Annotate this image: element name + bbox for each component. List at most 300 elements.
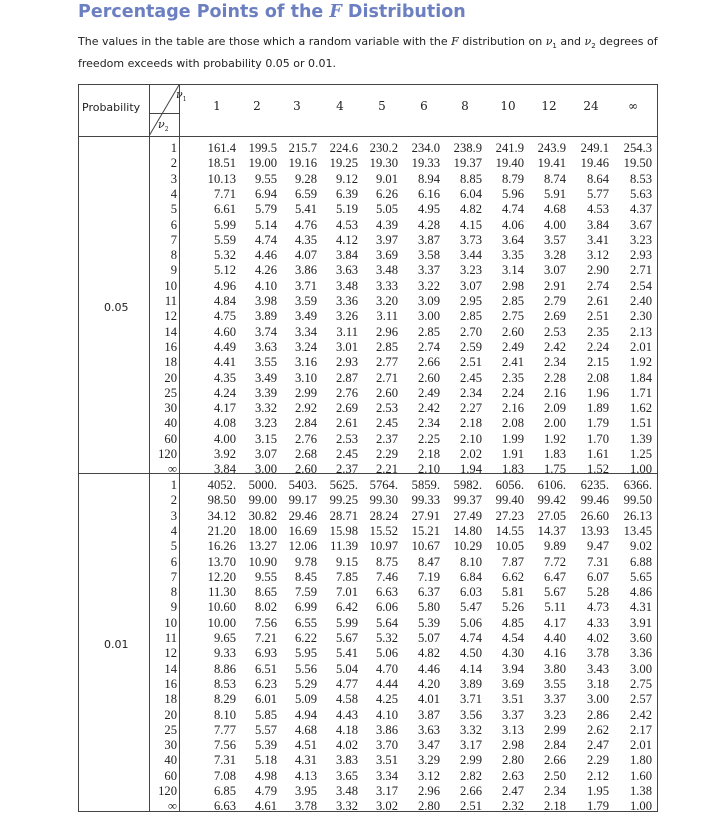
df2-value: 25 <box>164 722 177 737</box>
column-header-9: 12 <box>541 99 557 113</box>
table-cell: 3.17 <box>375 784 398 798</box>
table-cell: 3.44 <box>459 248 482 263</box>
table-cell: 3.32 <box>254 401 277 416</box>
table-cell: 5.18 <box>254 753 277 768</box>
table-cell: 4.26 <box>254 263 277 278</box>
table-cell: 99.42 <box>537 493 566 508</box>
table-cell: 8.10 <box>459 554 482 569</box>
df2-value: 5 <box>170 202 177 217</box>
description-variable: F <box>451 35 459 48</box>
table-cell: 7.59 <box>294 585 317 600</box>
table-cell: 3.35 <box>501 248 524 263</box>
column-header-4: 4 <box>336 99 344 113</box>
nu2-header <box>158 118 169 133</box>
table-cell: 3.49 <box>294 309 317 324</box>
table-cell: 2.61 <box>586 294 609 308</box>
table-cell: 2.18 <box>417 447 440 461</box>
table-cell: 2.93 <box>629 248 652 263</box>
table-cell: 3.22 <box>417 278 440 293</box>
table-cell: 2.35 <box>586 324 609 339</box>
table-cell: 2.60 <box>375 385 398 400</box>
table-cell: 19.30 <box>369 156 398 171</box>
table-cell: 8.94 <box>417 171 440 186</box>
df2-value: 3 <box>170 171 177 186</box>
table-cell: 2.99 <box>459 753 482 768</box>
table-cell: 5764. <box>369 478 398 492</box>
table-cell: 3.58 <box>417 248 440 263</box>
table-cell: 3.16 <box>294 355 317 370</box>
table-cell: 3.00 <box>254 462 277 477</box>
table-cell: 3.00 <box>586 692 609 707</box>
table-cell: 5.04 <box>335 661 358 676</box>
table-cell: 2.77 <box>375 355 398 370</box>
df2-value: 120 <box>158 447 177 461</box>
table-cell: 8.75 <box>375 554 398 569</box>
table-cell: 1.38 <box>629 784 652 798</box>
table-cell: 7.87 <box>501 554 524 569</box>
table-cell: 99.17 <box>288 493 317 508</box>
table-cell: 2.16 <box>543 385 566 400</box>
table-cell: 4.82 <box>417 646 440 661</box>
table-cell: 3.59 <box>294 294 317 308</box>
nu1-symbol: ν <box>176 88 183 101</box>
table-cell: 3.78 <box>294 799 317 814</box>
df2-value: 11 <box>164 631 177 645</box>
table-cell: 29.46 <box>288 508 317 523</box>
table-cell: 2.54 <box>629 278 652 293</box>
table-cell: 249.1 <box>580 141 609 155</box>
table-cell: 99.50 <box>623 493 652 508</box>
table-cell: 4.17 <box>213 401 236 416</box>
table-cell: 2.63 <box>501 768 524 783</box>
table-cell: 2.35 <box>501 370 524 385</box>
table-cell: 6.94 <box>254 186 277 201</box>
table-cell: 230.2 <box>369 141 398 155</box>
table-cell: 2.09 <box>543 401 566 416</box>
table-cell: 3.33 <box>375 278 398 293</box>
table-cell: 2.47 <box>501 784 524 798</box>
table-cell: 1.94 <box>459 462 482 477</box>
table-cell: 241.9 <box>495 141 524 155</box>
table-cell: 6.55 <box>294 615 317 630</box>
table-cell: 5.99 <box>335 615 358 630</box>
table-cell: 19.46 <box>580 156 609 171</box>
table-cell: 4.02 <box>586 631 609 645</box>
table-cell: 3.00 <box>629 661 652 676</box>
table-cell: 2.42 <box>629 707 652 722</box>
df2-value: 18 <box>164 355 177 370</box>
df2-value: 18 <box>164 692 177 707</box>
table-cell: 5.65 <box>629 569 652 584</box>
table-cell: 2.34 <box>417 416 440 431</box>
table-cell: 2.98 <box>501 738 524 753</box>
table-cell: 4.74 <box>459 631 482 645</box>
table-cell: 2.45 <box>375 416 398 431</box>
table-cell: 2.91 <box>543 278 566 293</box>
table-cell: 3.47 <box>417 738 440 753</box>
table-cell: 1.79 <box>586 799 609 814</box>
table-cell: 4.31 <box>629 600 652 615</box>
table-cell: 4.39 <box>375 217 398 232</box>
table-cell: 2.85 <box>417 324 440 339</box>
nu1-subscript: 1 <box>182 96 187 104</box>
table-cell: 5.06 <box>459 615 482 630</box>
table-cell: 4.44 <box>375 676 398 691</box>
table-cell: 9.28 <box>294 171 317 186</box>
table-cell: 2.79 <box>543 294 566 308</box>
description-text: The values in the table are those which a random variable with the <box>78 35 452 48</box>
table-cell: 5.26 <box>501 600 524 615</box>
table-cell: 2.93 <box>335 355 358 370</box>
table-cell: 234.0 <box>411 141 440 155</box>
table-cell: 3.26 <box>335 309 358 324</box>
table-cell: 3.28 <box>543 248 566 263</box>
table-cell: 5.41 <box>335 646 358 661</box>
table-cell: 3.63 <box>417 722 440 737</box>
table-cell: 4.40 <box>543 631 566 645</box>
table-cell: 3.07 <box>459 278 482 293</box>
table-cell: 13.27 <box>248 539 277 554</box>
table-cell: 7.21 <box>254 631 277 645</box>
table-cell: 6.61 <box>213 202 236 217</box>
table-cell: 4.79 <box>254 784 277 798</box>
table-cell: 13.45 <box>623 523 652 538</box>
table-cell: 5.05 <box>375 202 398 217</box>
df2-value: ∞ <box>168 462 177 477</box>
table-cell: 2.90 <box>586 263 609 278</box>
table-cell: 2.82 <box>459 768 482 783</box>
table-cell: 1.60 <box>629 768 652 783</box>
table-cell: 2.24 <box>501 385 524 400</box>
table-cell: 238.9 <box>453 141 482 155</box>
table-cell: 2.84 <box>294 416 317 431</box>
table-cell: 4.15 <box>459 217 482 232</box>
table-cell: 5.57 <box>254 722 277 737</box>
table-cell: 5.11 <box>544 600 566 615</box>
table-cell: 2.75 <box>629 676 652 691</box>
table-cell: 5.32 <box>213 248 236 263</box>
table-cell: 254.3 <box>623 141 652 155</box>
table-cell: 2.85 <box>501 294 524 308</box>
table-cell: 6.23 <box>254 676 277 691</box>
table-cell: 3.71 <box>294 278 317 293</box>
table-cell: 3.32 <box>459 722 482 737</box>
table-cell: 2.01 <box>629 738 652 753</box>
table-cell: 4.02 <box>335 738 358 753</box>
table-cell: 5.85 <box>254 707 277 722</box>
table-cell: 15.52 <box>369 523 398 538</box>
table-cell: 2.25 <box>417 431 440 446</box>
table-cell: 99.30 <box>369 493 398 508</box>
table-cell: 4.18 <box>335 722 358 737</box>
table-cell: 3.89 <box>254 309 277 324</box>
table-cell: 243.9 <box>537 141 566 155</box>
table-cell: 3.69 <box>501 676 524 691</box>
table-cell: 2.29 <box>586 753 609 768</box>
df2-value: 3 <box>170 508 177 523</box>
table-cell: 2.53 <box>543 324 566 339</box>
df2-value: 6 <box>170 217 177 232</box>
table-cell: 6.42 <box>335 600 358 615</box>
df2-value: 10 <box>164 615 177 630</box>
table-cell: 7.56 <box>213 738 236 753</box>
table-cell: 3.55 <box>254 355 277 370</box>
table-cell: 5.80 <box>417 600 440 615</box>
table-cell: 1.75 <box>543 462 566 477</box>
table-cell: 5859. <box>411 478 440 492</box>
table-cell: 2.30 <box>629 309 652 324</box>
table-cell: 3.84 <box>335 248 358 263</box>
table-cell: 9.02 <box>629 539 652 554</box>
df2-value: 10 <box>164 278 177 293</box>
table-cell: 3.01 <box>335 339 358 354</box>
table-cell: 5.63 <box>629 186 652 201</box>
table-cell: 6.99 <box>294 600 317 615</box>
table-cell: 3.56 <box>459 707 482 722</box>
table-cell: 4.01 <box>417 692 440 707</box>
table-cell: 2.16 <box>501 401 524 416</box>
table-cell: 9.55 <box>254 171 277 186</box>
table-cell: 3.83 <box>335 753 358 768</box>
table-cell: 6235. <box>580 478 609 492</box>
table-cell: 5.14 <box>254 217 277 232</box>
table-cell: 6.07 <box>586 569 609 584</box>
table-cell: 2.51 <box>459 799 482 814</box>
table-cell: 2.68 <box>294 447 317 461</box>
table-cell: 3.09 <box>417 294 440 308</box>
table-cell: 5000. <box>248 478 277 492</box>
table-cell: 4.14 <box>459 661 482 676</box>
table-cell: 10.90 <box>248 554 277 569</box>
table-cell: 2.98 <box>501 278 524 293</box>
table-cell: 3.36 <box>335 294 358 308</box>
table-cell: 6.85 <box>213 784 236 798</box>
table-cell: 4.06 <box>501 217 524 232</box>
table-cell: 8.53 <box>629 171 652 186</box>
table-cell: 6.39 <box>335 186 358 201</box>
table-cell: 3.23 <box>254 416 277 431</box>
table-cell: 3.39 <box>254 385 277 400</box>
probability-label: 0.01 <box>104 638 129 652</box>
table-cell: 7.71 <box>213 186 236 201</box>
table-cell: 2.92 <box>294 401 317 416</box>
description-nu2-sub: 2 <box>591 42 596 51</box>
table-cell: 3.98 <box>254 294 277 308</box>
column-header-7: 8 <box>461 99 469 113</box>
table-cell: 3.10 <box>294 370 317 385</box>
table-cell: 26.13 <box>623 508 652 523</box>
table-cell: 4.49 <box>213 339 236 354</box>
table-cell: 9.15 <box>335 554 358 569</box>
table-cell: 1.80 <box>629 753 652 768</box>
table-cell: 3.20 <box>375 294 398 308</box>
df2-value: 16 <box>164 676 177 691</box>
table-cell: 2.76 <box>294 431 317 446</box>
table-cell: 19.50 <box>623 156 652 171</box>
table-cell: 5.59 <box>213 232 236 247</box>
table-cell: 3.51 <box>501 692 524 707</box>
table-cell: 4.73 <box>586 600 609 615</box>
table-cell: 10.05 <box>495 539 524 554</box>
table-cell: 4.76 <box>294 217 317 232</box>
table-cell: 5403. <box>288 478 317 492</box>
table-cell: 6.26 <box>375 186 398 201</box>
table-cell: 19.25 <box>329 156 358 171</box>
df2-value: 16 <box>164 339 177 354</box>
table-cell: 6.47 <box>543 569 566 584</box>
table-cell: 2.80 <box>417 799 440 814</box>
table-cell: 99.46 <box>580 493 609 508</box>
table-cell: 28.71 <box>329 508 358 523</box>
table-cell: 3.34 <box>375 768 398 783</box>
table-cell: 3.91 <box>629 615 652 630</box>
table-cell: 2.96 <box>417 784 440 798</box>
table-cell: 3.94 <box>501 661 524 676</box>
table-cell: 5.95 <box>294 646 317 661</box>
table-cell: 26.60 <box>580 508 609 523</box>
table-cell: 5.67 <box>335 631 358 645</box>
table-cell: 27.49 <box>453 508 482 523</box>
table-cell: 4.51 <box>294 738 317 753</box>
table-cell: 2.24 <box>586 339 609 354</box>
table-cell: 2.62 <box>586 722 609 737</box>
table-cell: 99.25 <box>329 493 358 508</box>
table-cell: 5.07 <box>417 631 440 645</box>
table-cell: 2.10 <box>417 462 440 477</box>
table-cell: 19.33 <box>411 156 440 171</box>
table-cell: 2.80 <box>501 753 524 768</box>
table-cell: 2.85 <box>459 309 482 324</box>
table-cell: 8.10 <box>213 707 236 722</box>
table-cell: 4.84 <box>213 294 236 308</box>
table-cell: 28.24 <box>369 508 398 523</box>
df2-value: 1 <box>170 141 177 155</box>
table-cell: 4.46 <box>417 661 440 676</box>
table-cell: 21.20 <box>207 523 236 538</box>
table-cell: 4.13 <box>294 768 317 783</box>
table-cell: 2.51 <box>586 309 609 324</box>
table-cell: 1.84 <box>629 370 652 385</box>
df2-value: 6 <box>170 554 177 569</box>
table-cell: 3.11 <box>336 324 358 339</box>
table-cell: 7.72 <box>543 554 566 569</box>
table-cell: 27.23 <box>495 508 524 523</box>
table-cell: 5.39 <box>417 615 440 630</box>
table-cell: 3.78 <box>586 646 609 661</box>
table-cell: 9.55 <box>254 569 277 584</box>
table-cell: 4.68 <box>543 202 566 217</box>
table-cell: 4.10 <box>375 707 398 722</box>
table-cell: 4.53 <box>586 202 609 217</box>
table-cell: 8.64 <box>586 171 609 186</box>
table-cell: 4052. <box>207 478 236 492</box>
table-cell: 7.46 <box>375 569 398 584</box>
table-cell: 4.53 <box>335 217 358 232</box>
table-cell: 7.01 <box>335 585 358 600</box>
table-cell: 12.20 <box>207 569 236 584</box>
table-cell: 3.15 <box>254 431 277 446</box>
table-cell: 4.86 <box>629 585 652 600</box>
df2-value: 12 <box>164 646 177 661</box>
table-cell: 2.76 <box>335 385 358 400</box>
table-cell: 6.03 <box>459 585 482 600</box>
table-cell: 5.06 <box>375 646 398 661</box>
table-cell: 3.29 <box>417 753 440 768</box>
column-header-10: 24 <box>583 99 599 113</box>
table-cell: 5.91 <box>543 186 566 201</box>
table-cell: 1.92 <box>543 431 566 446</box>
table-cell: 8.02 <box>254 600 277 615</box>
table-cell: 4.08 <box>213 416 236 431</box>
table-cell: 1.79 <box>586 416 609 431</box>
table-cell: 16.69 <box>288 523 317 538</box>
table-cell: 5.29 <box>294 676 317 691</box>
table-cell: 3.17 <box>459 738 482 753</box>
table-cell: 5.79 <box>254 202 277 217</box>
table-cell: 2.28 <box>543 370 566 385</box>
table-cell: 9.33 <box>213 646 236 661</box>
table-cell: 3.57 <box>543 232 566 247</box>
table-cell: 2.12 <box>586 768 609 783</box>
table-cell: 2.60 <box>294 462 317 477</box>
table-cell: 1.71 <box>629 385 652 400</box>
column-header-2: 2 <box>253 99 261 113</box>
table-cell: 15.98 <box>329 523 358 538</box>
df2-value: 8 <box>170 248 177 263</box>
table-cell: 2.29 <box>375 447 398 461</box>
table-cell: 2.66 <box>417 355 440 370</box>
table-cell: 4.77 <box>335 676 358 691</box>
column-header-3: 3 <box>293 99 301 113</box>
table-cell: 4.85 <box>501 615 524 630</box>
table-cell: 1.83 <box>543 447 566 461</box>
table-cell: 5.96 <box>501 186 524 201</box>
table-cell: 3.13 <box>501 722 524 737</box>
table-cell: 1.83 <box>501 462 524 477</box>
table-cell: 3.32 <box>335 799 358 814</box>
table-cell: 3.63 <box>335 263 358 278</box>
table-cell: 3.37 <box>417 263 440 278</box>
df2-value: 14 <box>164 324 177 339</box>
table-cell: 10.13 <box>207 171 236 186</box>
table-cell: 2.00 <box>543 416 566 431</box>
table-cell: 4.68 <box>294 722 317 737</box>
table-cell: 3.89 <box>459 676 482 691</box>
table-cell: 3.37 <box>501 707 524 722</box>
header-divider <box>78 136 658 137</box>
table-cell: 1.99 <box>501 431 524 446</box>
table-cell: 3.24 <box>294 339 317 354</box>
table-cell: 6.22 <box>294 631 317 645</box>
table-cell: 3.34 <box>294 324 317 339</box>
description-text: distribution on <box>458 35 546 48</box>
table-cell: 7.85 <box>335 569 358 584</box>
table-cell: 99.40 <box>495 493 524 508</box>
table-cell: 8.74 <box>543 171 566 186</box>
title-text: Percentage Points of the <box>78 2 330 22</box>
table-cell: 4.00 <box>543 217 566 232</box>
table-cell: 2.37 <box>335 462 358 477</box>
table-cell: 2.34 <box>459 385 482 400</box>
df2-value: 11 <box>164 294 177 308</box>
table-cell: 99.00 <box>248 493 277 508</box>
table-cell: 2.57 <box>629 692 652 707</box>
table-cell: 3.71 <box>459 692 482 707</box>
table-cell: 3.02 <box>375 799 398 814</box>
table-cell: 3.95 <box>294 784 317 798</box>
table-cell: 3.48 <box>335 784 358 798</box>
table-cell: 1.91 <box>501 447 524 461</box>
